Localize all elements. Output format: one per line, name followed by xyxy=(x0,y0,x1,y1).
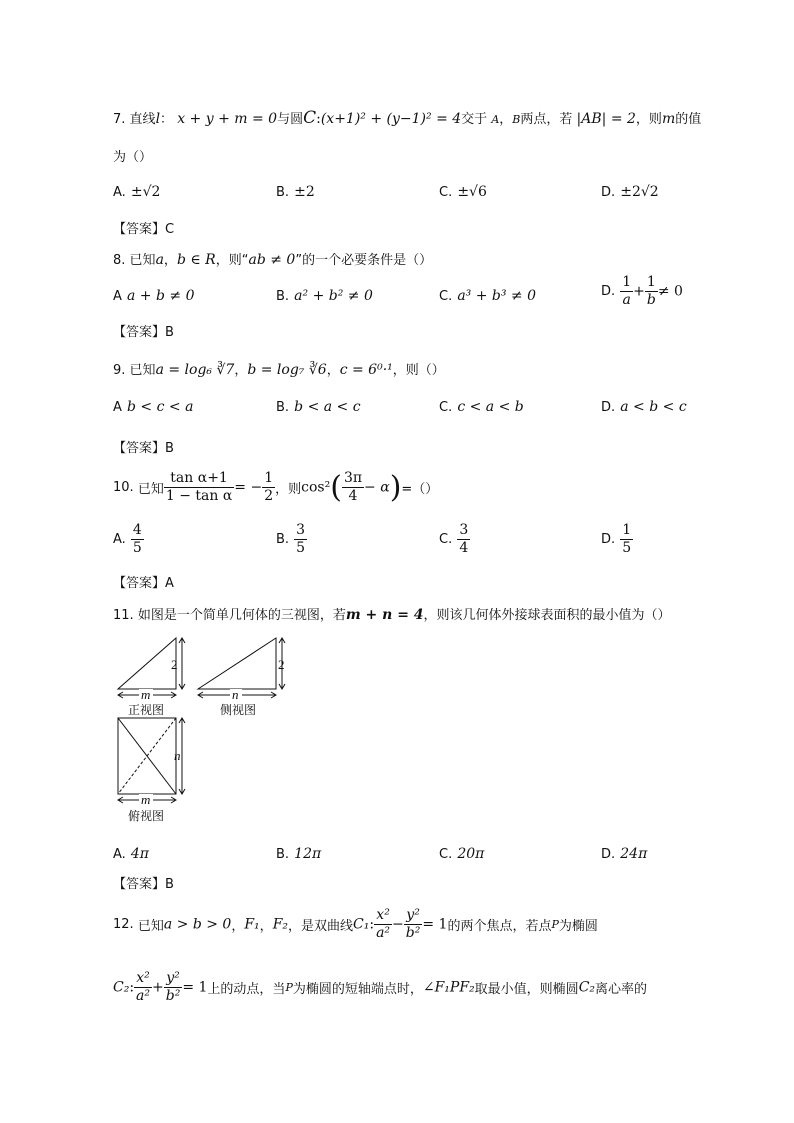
q7-text: 两点，若 xyxy=(520,112,573,127)
q9-c-definition: c = 6⁰·¹ xyxy=(339,362,393,378)
q7-circle-colon: : xyxy=(316,111,321,127)
option-text: a² + b² ≠ 0 xyxy=(294,288,373,304)
answer-tag: 【答案】 xyxy=(113,441,166,456)
q7-answer xyxy=(113,218,174,237)
q10-option-d[interactable] xyxy=(601,522,633,557)
q7-stem-line1 xyxy=(113,108,701,128)
q12-focus-f2: F₂ xyxy=(272,916,289,933)
denominator: 5 xyxy=(132,540,142,556)
q7-text: 直线 xyxy=(129,112,156,127)
option-text: b < a < c xyxy=(294,399,361,415)
q12-text: 上的动点，当 xyxy=(207,982,286,997)
q11-number: 11. xyxy=(113,608,134,623)
fraction xyxy=(164,970,183,1005)
option-label: C. xyxy=(439,400,453,415)
q8-number: 8. xyxy=(113,253,126,268)
numerator: 1 xyxy=(622,274,632,290)
fraction xyxy=(645,274,658,309)
q8-condition: ab ≠ 0 xyxy=(248,252,296,268)
q10-minus-alpha: − α xyxy=(364,479,390,496)
q8-text: 已知 xyxy=(129,253,156,268)
q11-three-view-figure xyxy=(108,632,308,832)
q9-comma: ， xyxy=(234,363,248,378)
denominator: 4 xyxy=(459,540,469,556)
q12-hyperbola-name: C₁ xyxy=(353,916,370,933)
q12-comma: ， xyxy=(231,919,245,934)
option-label: B. xyxy=(276,185,290,200)
q10-option-c[interactable] xyxy=(439,522,470,557)
q11-stem xyxy=(113,604,671,623)
denominator: b² xyxy=(405,925,421,941)
front-view-2-label: 2 xyxy=(171,657,178,672)
numerator: 4 xyxy=(132,522,142,538)
answer-tag: 【答案】 xyxy=(113,877,166,892)
q9-option-b[interactable] xyxy=(276,396,361,415)
q10-rhs-fraction xyxy=(262,470,275,505)
option-text: a³ + b³ ≠ 0 xyxy=(457,288,537,304)
q7-colon: ： xyxy=(160,112,174,127)
q8-answer xyxy=(113,321,174,340)
q7-option-c[interactable] xyxy=(439,181,487,200)
q7-text: 交于 xyxy=(461,112,488,127)
option-label: A. xyxy=(113,185,126,200)
denominator: a² xyxy=(136,988,151,1004)
q8-stem xyxy=(113,249,432,268)
q9-comma: ， xyxy=(326,363,340,378)
q7-stem-line2: 为（） xyxy=(113,150,153,165)
minus-sign: − xyxy=(392,916,404,933)
q12-text: 为椭圆的短轴端点时， xyxy=(292,982,423,997)
q10-option-a[interactable] xyxy=(113,522,144,557)
q9-option-d[interactable] xyxy=(601,396,687,415)
top-view-n-label: n xyxy=(174,748,181,763)
plus-sign: + xyxy=(152,979,164,996)
option-label: D. xyxy=(601,284,616,299)
q11-text: 如图是一个简单几何体的三视图，若 xyxy=(137,608,346,623)
option-label: D. xyxy=(601,400,616,415)
q11-option-c[interactable] xyxy=(439,843,484,862)
option-label: A xyxy=(113,289,122,304)
q9-stem xyxy=(113,359,445,378)
q10-option-b[interactable] xyxy=(276,522,307,557)
q10-number: 10. xyxy=(113,480,134,495)
answer-value: B xyxy=(165,441,174,456)
q7-point-a: A xyxy=(491,113,500,126)
fraction xyxy=(457,522,470,557)
q12-focus-f1: F₁ xyxy=(244,916,260,933)
q7-variable-m: m xyxy=(661,111,676,127)
option-text: 4π xyxy=(130,846,149,862)
q7-ab-condition: |AB| = 2 xyxy=(576,111,636,127)
q8-text: ”的一个必要条件是（） xyxy=(295,253,433,268)
fraction xyxy=(404,907,423,942)
answer-value: C xyxy=(165,222,175,237)
q7-line-name: l xyxy=(155,111,161,127)
fraction xyxy=(294,522,307,557)
option-text: b < c < a xyxy=(127,399,194,415)
q12-text: 的两个焦点，若点 xyxy=(447,919,552,934)
q10-lhs-fraction xyxy=(164,470,234,505)
q10-inner-fraction xyxy=(342,470,364,505)
option-text: a + b ≠ 0 xyxy=(127,288,195,304)
q12-condition: a > b > 0 xyxy=(163,916,232,933)
option-text: c < a < b xyxy=(457,399,524,415)
top-view-m-label: m xyxy=(141,792,151,807)
side-view-2-label: 2 xyxy=(278,657,285,672)
option-label: D. xyxy=(601,185,616,200)
q12-colon: : xyxy=(129,979,135,996)
q11-text: ，则该几何体外接球表面积的最小值为（） xyxy=(423,608,671,623)
option-text: ±√2 xyxy=(130,184,161,200)
answer-value: B xyxy=(165,325,174,340)
option-label: B. xyxy=(276,289,290,304)
q7-text: 的值 xyxy=(675,112,702,127)
q10-left-paren: ( xyxy=(330,470,342,505)
answer-value: A xyxy=(165,576,174,591)
option-label: B. xyxy=(276,847,290,862)
q8-text: ，则“ xyxy=(215,253,249,268)
equals-one: = 1 xyxy=(182,979,208,996)
front-view-m-label: m xyxy=(141,687,151,702)
q12-angle: ∠F₁PF₂ xyxy=(422,979,475,996)
q7-number: 7. xyxy=(113,112,126,127)
q9-text: ，则（） xyxy=(392,363,445,378)
option-label: A. xyxy=(113,532,126,547)
q9-option-a[interactable] xyxy=(113,396,193,415)
q12-text: ，是双曲线 xyxy=(288,919,354,934)
side-view-n-label: n xyxy=(232,687,239,702)
denominator: 5 xyxy=(622,540,632,556)
q8-option-d[interactable] xyxy=(601,274,683,309)
numerator: y² xyxy=(406,907,420,923)
q7-point-b: B xyxy=(512,113,521,126)
numerator: 3 xyxy=(459,522,469,538)
equals-one: = 1 xyxy=(422,916,448,933)
denominator: a² xyxy=(376,925,391,941)
numerator: tan α+1 xyxy=(170,470,228,486)
option-label: C. xyxy=(439,532,453,547)
q11-condition: m + n = 4 xyxy=(345,607,424,623)
q7-option-a[interactable] xyxy=(113,181,160,200)
side-view-caption: 侧视图 xyxy=(220,703,257,717)
q10-right-paren: ) xyxy=(389,470,402,505)
denominator: 2 xyxy=(264,488,274,504)
q12-number: 12. xyxy=(113,917,134,932)
q7-circle-equation: (x+1)² + (y−1)² = 4 xyxy=(320,111,462,127)
option-label: A. xyxy=(113,847,126,862)
q10-stem xyxy=(113,470,438,505)
option-text: ≠ 0 xyxy=(657,283,683,300)
q9-a-definition: a = log₆ ∛7 xyxy=(155,362,235,378)
numerator: x² xyxy=(376,907,390,923)
q10-text: 已知 xyxy=(137,482,164,497)
q12-text: 离心率的 xyxy=(595,982,648,997)
q12-stem-line1 xyxy=(113,907,598,942)
q12-ellipse-name: C₂ xyxy=(578,979,596,996)
answer-tag: 【答案】 xyxy=(113,222,166,237)
option-label: C. xyxy=(439,185,453,200)
q8-option-c[interactable] xyxy=(439,285,536,304)
q9-b-definition: b = log₇ ∛6 xyxy=(247,362,327,378)
option-label: D. xyxy=(601,532,616,547)
q8-option-a[interactable] xyxy=(113,285,194,304)
q8-var-a: a xyxy=(155,252,164,268)
q7-text: ，则 xyxy=(635,112,662,127)
q9-answer xyxy=(113,437,174,456)
q8-option-b[interactable] xyxy=(276,285,373,304)
numerator: x² xyxy=(136,970,150,986)
q8-b-in-r: b ∈ R xyxy=(176,252,216,268)
denominator: b xyxy=(646,292,656,308)
q12-text: 为椭圆 xyxy=(558,919,598,934)
option-text: 12π xyxy=(294,846,322,862)
option-label: D. xyxy=(601,847,616,862)
fraction xyxy=(131,522,144,557)
numerator: 3π xyxy=(343,470,363,486)
option-text: 24π xyxy=(620,846,648,862)
numerator: 1 xyxy=(646,274,656,290)
q8-comma: ， xyxy=(163,253,177,268)
q10-answer xyxy=(113,572,174,591)
denominator: 4 xyxy=(342,487,364,505)
numerator: 1 xyxy=(622,522,632,538)
option-label: A xyxy=(113,400,122,415)
q7-comma: ， xyxy=(499,112,513,127)
q10-equals: = − xyxy=(234,479,263,496)
option-text: 20π xyxy=(457,846,485,862)
q9-option-c[interactable] xyxy=(439,396,524,415)
q12-ellipse-name: C₂ xyxy=(113,979,130,996)
q10-text: =（） xyxy=(401,482,439,497)
q11-option-a[interactable] xyxy=(113,843,149,862)
front-view-caption: 正视图 xyxy=(128,703,165,717)
fraction xyxy=(620,522,633,557)
numerator: 1 xyxy=(264,470,274,486)
fraction xyxy=(134,970,152,1005)
q12-comma: ， xyxy=(259,919,273,934)
numerator: y² xyxy=(166,970,180,986)
q12-text: 取最小值，则椭圆 xyxy=(474,982,579,997)
q7-option-d[interactable] xyxy=(601,181,659,200)
option-text: a < b < c xyxy=(620,399,687,415)
denominator: 1 − tan α xyxy=(165,488,233,504)
q12-point-p: P xyxy=(551,918,559,931)
q12-colon: : xyxy=(369,916,375,933)
q10-cos-squared: cos² xyxy=(301,479,331,496)
denominator: 5 xyxy=(296,540,306,556)
option-text: ±2√2 xyxy=(620,184,659,200)
option-label: C. xyxy=(439,289,453,304)
plus-sign: + xyxy=(633,283,645,300)
fraction xyxy=(620,274,633,309)
q7-line-equation: x + y + m = 0 xyxy=(177,111,278,127)
fraction xyxy=(374,907,392,942)
option-label: C. xyxy=(439,847,453,862)
front-view-triangle xyxy=(118,638,176,689)
option-text: ±2 xyxy=(294,184,315,200)
q12-stem-line2 xyxy=(113,970,647,1005)
q9-number: 9. xyxy=(113,363,126,378)
option-label: B. xyxy=(276,532,290,547)
answer-tag: 【答案】 xyxy=(113,576,166,591)
denominator: b² xyxy=(165,988,181,1004)
answer-value: B xyxy=(165,877,174,892)
q10-text: ，则 xyxy=(275,482,302,497)
option-label: B. xyxy=(276,400,290,415)
q7-circle-name: C xyxy=(303,108,317,128)
q7-text: 与圆 xyxy=(277,112,304,127)
q7-option-b[interactable] xyxy=(276,181,315,200)
top-view-caption: 俯视图 xyxy=(128,809,165,823)
option-text: ±√6 xyxy=(457,184,487,200)
numerator: 3 xyxy=(296,522,306,538)
answer-tag: 【答案】 xyxy=(113,325,166,340)
q9-text: 已知 xyxy=(129,363,156,378)
q11-option-d[interactable] xyxy=(601,843,647,862)
denominator: a xyxy=(620,291,633,309)
side-view-triangle xyxy=(198,638,276,689)
q12-text: 已知 xyxy=(137,919,164,934)
q11-option-b[interactable] xyxy=(276,843,321,862)
q11-answer xyxy=(113,873,174,892)
q12-point-p: P xyxy=(285,981,293,994)
